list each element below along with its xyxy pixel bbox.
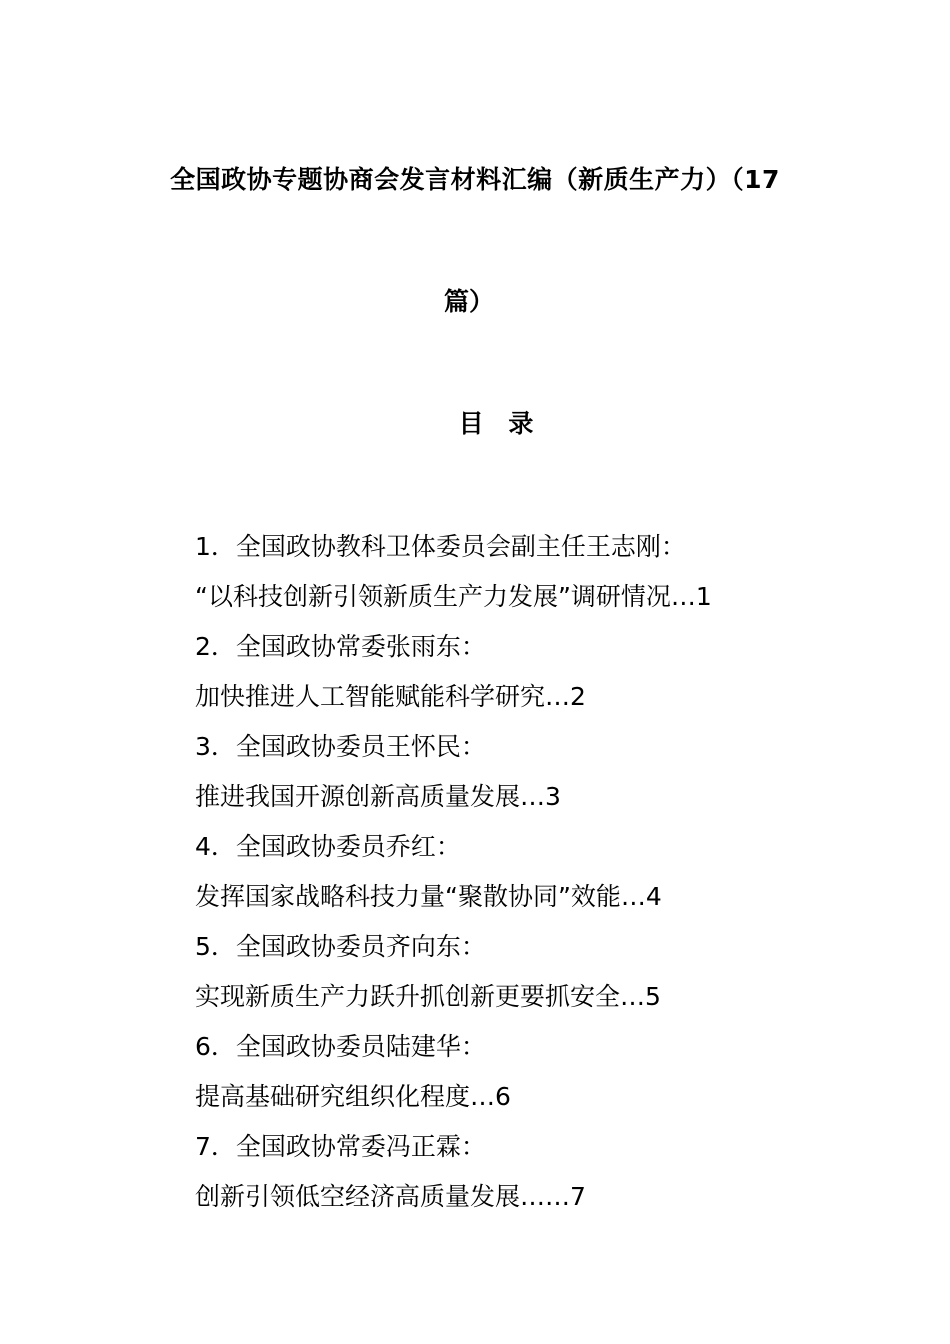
toc-entry-7-topic: 创新引领低空经济高质量发展……7 bbox=[195, 1182, 586, 1211]
toc-entry-5-topic: 实现新质生产力跃升抓创新更要抓安全…5 bbox=[195, 982, 661, 1011]
toc-heading: 目 录 bbox=[458, 409, 542, 438]
toc-entry-7-speaker: 7．全国政协常委冯正霖： bbox=[195, 1132, 486, 1161]
toc-entry-5-speaker: 5．全国政协委员齐向东： bbox=[195, 932, 486, 961]
toc-entry-6-topic: 提高基础研究组织化程度…6 bbox=[195, 1082, 511, 1111]
toc-entry-1-topic: “以科技创新引领新质生产力发展”调研情况…1 bbox=[195, 582, 712, 611]
toc-entry-2-topic: 加快推进人工智能赋能科学研究…2 bbox=[195, 682, 586, 711]
table-of-contents bbox=[195, 528, 895, 1228]
toc-entry-4-topic: 发挥国家战略科技力量“聚散协同”效能…4 bbox=[195, 882, 662, 911]
toc-entry-2-speaker: 2．全国政协常委张雨东： bbox=[195, 632, 486, 661]
toc-entry-3-topic: 推进我国开源创新高质量发展…3 bbox=[195, 782, 561, 811]
toc-entry-3-speaker: 3．全国政协委员王怀民： bbox=[195, 732, 486, 761]
toc-entry-1-speaker: 1．全国政协教科卫体委员会副主任王志刚： bbox=[195, 532, 686, 561]
toc-entry-4-speaker: 4．全国政协委员乔红： bbox=[195, 832, 461, 861]
toc-entry-6-speaker: 6．全国政协委员陆建华： bbox=[195, 1032, 486, 1061]
document-title: 全国政协专题协商会发言材料汇编（新质生产力）（17 bbox=[170, 165, 780, 194]
document-title-continued: 篇） bbox=[443, 287, 494, 316]
